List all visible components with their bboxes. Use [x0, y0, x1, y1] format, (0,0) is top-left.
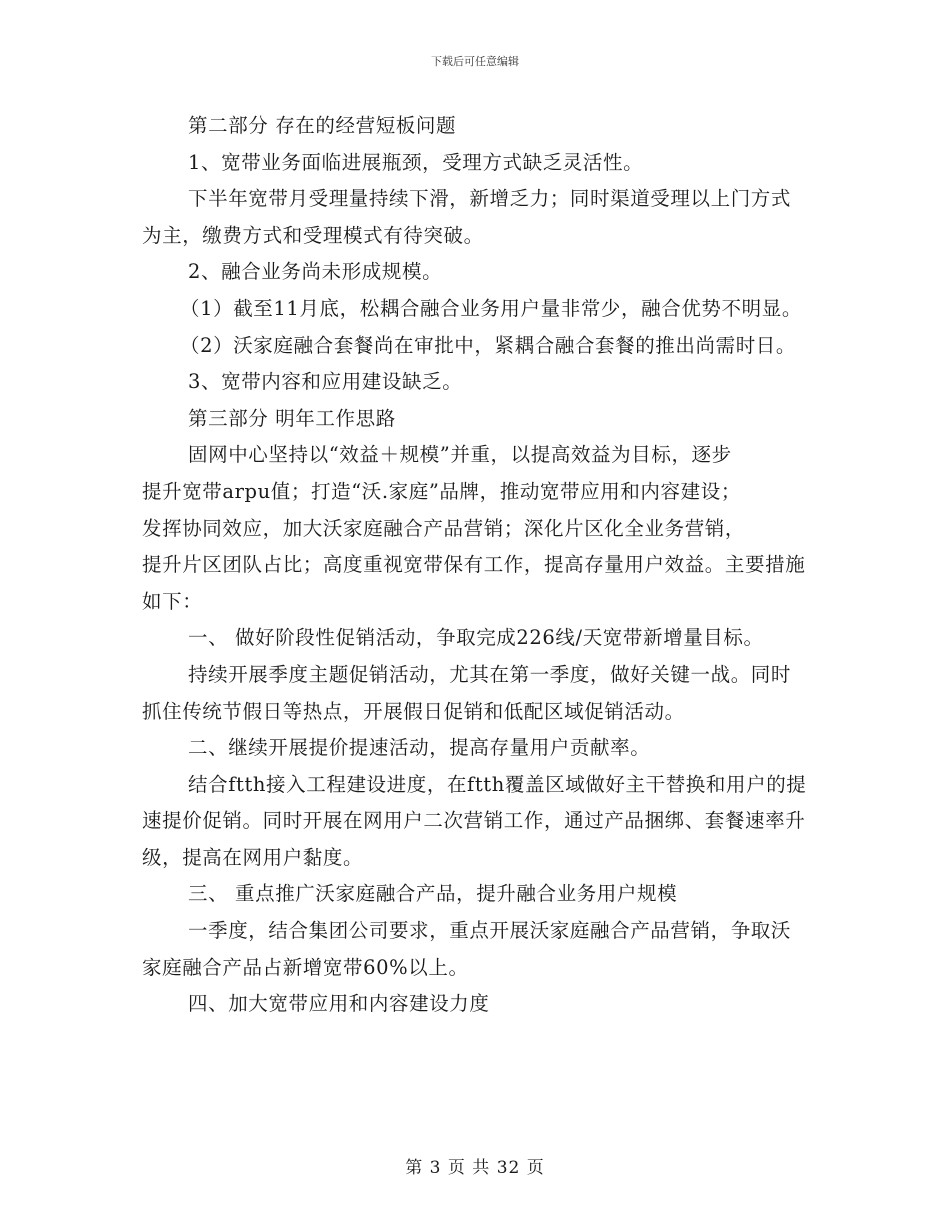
section-heading-2: 第二部分 存在的经营短板问题 — [188, 114, 457, 137]
paragraph: 1、宽带业务面临进展瓶颈，受理方式缺乏灵活性。 — [188, 150, 644, 174]
paragraph: 2、融合业务尚未形成规模。 — [188, 260, 443, 284]
document-body — [142, 108, 810, 1023]
paragraph: （1）截至11月底，松耦合融合业务用户量非常少，融合优势不明显。 — [180, 296, 802, 320]
paragraph: 固网中心坚持以“效益＋规模”并重，以提高效益为目标，逐步 — [188, 443, 732, 467]
paragraph: 持续开展季度主题促销活动，尤其在第一季度，做好关键一战。同时抓住传统节假日等热点，开展假日促销和低配区域促销活动。 — [142, 662, 792, 723]
page-number: 第 3 页 共 32 页 — [405, 1158, 545, 1178]
measure-heading-1: 一、 做好阶段性促销活动，争取完成226线/天宽带新增量目标。 — [188, 626, 764, 650]
measure-heading-3: 三、 重点推广沃家庭融合产品，提升融合业务用户规模 — [188, 882, 678, 906]
section-heading-3: 第三部分 明年工作思路 — [188, 406, 396, 430]
measure-heading-4: 四、加大宽带应用和内容建设力度 — [188, 992, 490, 1016]
paragraph-line: 发挥协同效应，加大沃家庭融合产品营销；深化片区化全业务营销， — [142, 516, 746, 540]
page-header-note: 下载后可任意编辑 — [431, 55, 519, 68]
paragraph-line: 提升片区团队占比；高度重视宽带保有工作，提高存量用户效益。主要措施如下： — [142, 553, 806, 613]
paragraph: 下半年宽带月受理量持续下滑，新增乏力；同时渠道受理以上门方式为主，缴费方式和受理模式有待突破。 — [142, 187, 792, 247]
paragraph: 3、宽带内容和应用建设缺乏。 — [188, 370, 463, 394]
paragraph-line: 提升宽带arpu值；打造“沃.家庭”品牌，推动宽带应用和内容建设； — [142, 479, 741, 503]
paragraph: 一季度，结合集团公司要求，重点开展沃家庭融合产品营销，争取沃家庭融合产品占新增宽带60%以上。 — [142, 919, 792, 979]
paragraph: （2）沃家庭融合套餐尚在审批中，紧耦合融合套餐的推出尚需时日。 — [180, 333, 797, 357]
paragraph: 结合ftth接入工程建设进度，在ftth覆盖区域做好主干替换和用户的提速提价促销。同时开展在网用户二次营销工作，通过产品捆绑、套餐速率升级，提高在网用户黏度。 — [142, 772, 807, 869]
measure-heading-2: 二、继续开展提价提速活动，提高存量用户贡献率。 — [188, 736, 651, 760]
